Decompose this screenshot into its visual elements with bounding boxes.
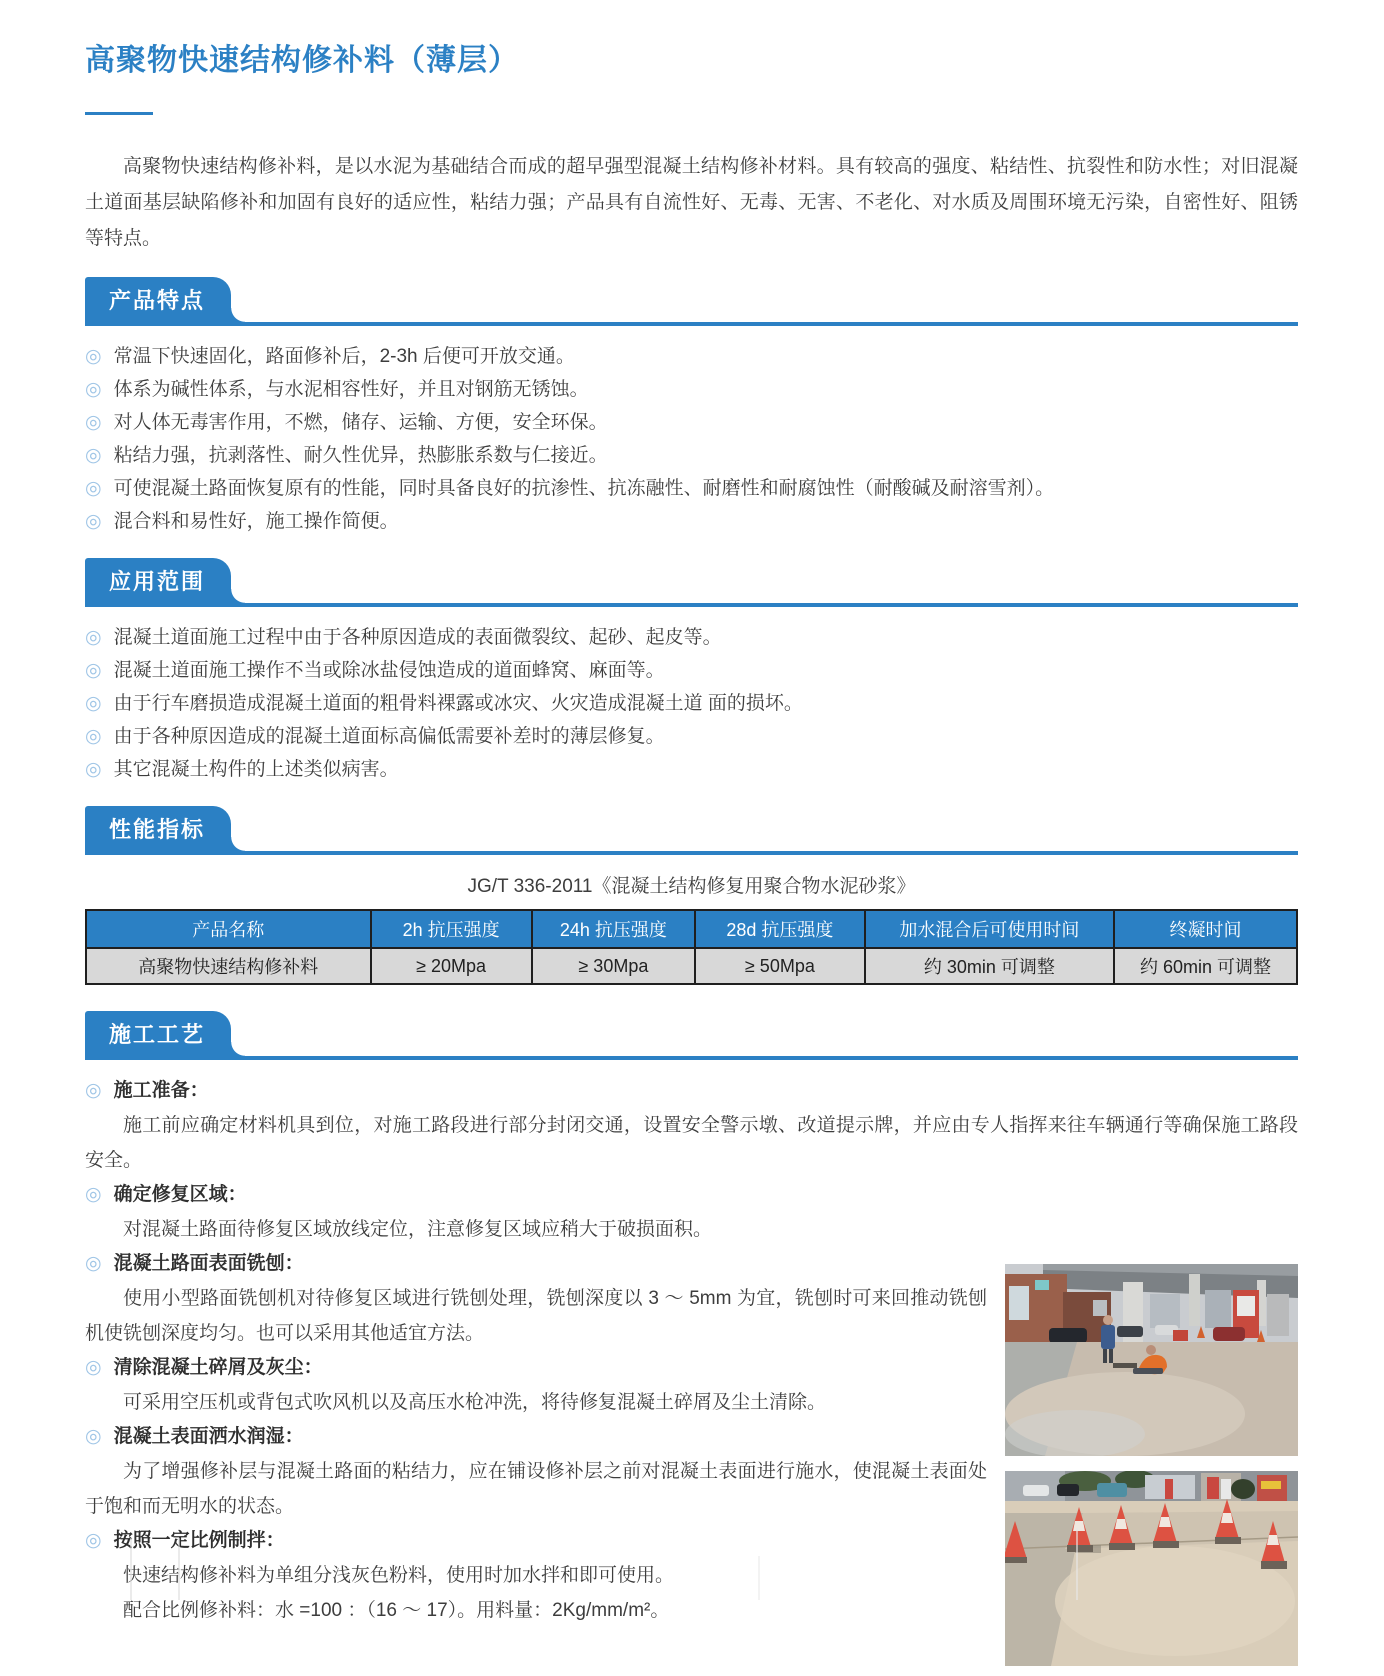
section-tab-applications: 应用范围 <box>85 558 231 603</box>
ring-bullet-icon: ◎ <box>85 1530 102 1552</box>
column-header: 加水混合后可使用时间 <box>865 910 1114 948</box>
column-header: 2h 抗压强度 <box>371 910 532 948</box>
ring-bullet-icon: ◎ <box>85 759 102 781</box>
photo-repair-work-image <box>1005 1264 1298 1456</box>
ring-bullet-icon: ◎ <box>85 1080 102 1102</box>
ring-bullet-icon: ◎ <box>85 660 102 682</box>
section-tab-features: 产品特点 <box>85 277 231 322</box>
list-item-text: 可使混凝土路面恢复原有的性能，同时具备良好的抗渗性、抗冻融性、耐磨性和耐腐蚀性（耐酸碱及耐溶雪剂）。 <box>113 478 1055 500</box>
step-label-text: 混凝土路面表面铣刨： <box>113 1253 304 1275</box>
step-label-text: 混凝土表面洒水润湿： <box>113 1426 304 1448</box>
list-item-text: 体系为碱性体系，与水泥相容性好，并且对钢筋无锈蚀。 <box>113 379 589 401</box>
step-label-text: 施工准备： <box>113 1080 209 1102</box>
section-header-applications <box>85 558 1298 607</box>
watermark-sketch <box>1076 1528 1078 1600</box>
list-item <box>85 753 1298 786</box>
list-item-text: 其它混凝土构件的上述类似病害。 <box>113 759 399 781</box>
standard-reference: JG/T 336-2011《混凝土结构修复用聚合物水泥砂浆》 <box>467 876 916 898</box>
ring-bullet-icon: ◎ <box>85 412 102 434</box>
list-item-text: 常温下快速固化，路面修补后，2-3h 后便可开放交通。 <box>113 346 575 368</box>
step-text: 使用小型路面铣刨机对待修复区域进行铣刨处理，铣刨深度以 3 ～ 5mm 为宜，铣刨时可来回推动铣刨机使铣刨深度均匀。也可以采用其他适宜方法。 <box>85 1288 987 1345</box>
table-cell: ≥ 20Mpa <box>371 948 532 984</box>
list-item-text: 由于各种原因造成的混凝土道面标高偏低需要补差时的薄层修复。 <box>113 726 665 748</box>
page-title: 高聚物快速结构修补料（薄层） <box>85 44 519 78</box>
watermark-sketch <box>758 1556 760 1600</box>
applications-list <box>85 621 1298 786</box>
performance-table <box>85 909 1298 985</box>
process-body <box>85 1074 1298 1628</box>
table-header-row <box>86 910 1297 948</box>
column-header: 产品名称 <box>86 910 371 948</box>
step-label <box>85 1247 987 1281</box>
section-header-features <box>85 277 1298 326</box>
step-label <box>85 1524 987 1558</box>
section-tab-performance: 性能指标 <box>85 806 231 851</box>
column-header: 24h 抗压强度 <box>532 910 695 948</box>
step-text: 可采用空压机或背包式吹风机以及高压水枪冲洗，将待修复混凝土碎屑及尘土清除。 <box>123 1392 827 1414</box>
ring-bullet-icon: ◎ <box>85 379 102 401</box>
step-label <box>85 1074 1298 1108</box>
photo-traffic-cones-image <box>1005 1471 1298 1666</box>
table-cell: ≥ 50Mpa <box>695 948 865 984</box>
section-tab-process: 施工工艺 <box>85 1011 231 1056</box>
step-text: 施工前应确定材料机具到位，对施工路段进行部分封闭交通，设置安全警示墩、改道提示牌，并应由专人指挥来往车辆通行等确保施工路段安全。 <box>85 1115 1298 1172</box>
list-item-text: 由于行车磨损造成混凝土道面的粗骨料裸露或冰灾、火灾造成混凝土道 面的损坏。 <box>113 693 803 715</box>
step-label-text: 按照一定比例制拌： <box>113 1530 285 1552</box>
ring-bullet-icon: ◎ <box>85 726 102 748</box>
section-header-process <box>85 1011 1298 1060</box>
photo-column <box>1005 1264 1298 1666</box>
ring-bullet-icon: ◎ <box>85 627 102 649</box>
list-item <box>85 505 1298 538</box>
ring-bullet-icon: ◎ <box>85 346 102 368</box>
title-underline <box>85 112 153 115</box>
step-text: 配合比例修补料：水 =100 ：（16 ～ 17）。用料量：2Kg/mm/m²。 <box>123 1600 670 1622</box>
section-header-performance <box>85 806 1298 855</box>
ring-bullet-icon: ◎ <box>85 511 102 533</box>
table-cell: 约 60min 可调整 <box>1114 948 1297 984</box>
step-text: 为了增强修补层与混凝土路面的粘结力，应在铺设修补层之前对混凝土表面进行施水，使混凝土表面处于饱和而无明水的状态。 <box>85 1461 987 1518</box>
ring-bullet-icon: ◎ <box>85 445 102 467</box>
list-item <box>85 621 1298 654</box>
step-text: 快速结构修补料为单组分浅灰色粉料，使用时加水拌和即可使用。 <box>123 1565 675 1587</box>
list-item-text: 混凝土道面施工过程中由于各种原因造成的表面微裂纹、起砂、起皮等。 <box>113 627 722 649</box>
step-label <box>85 1351 987 1385</box>
step-label-text: 确定修复区域： <box>113 1184 247 1206</box>
ring-bullet-icon: ◎ <box>85 1253 102 1275</box>
list-item <box>85 439 1298 472</box>
table-row <box>86 948 1297 984</box>
list-item <box>85 340 1298 373</box>
column-header: 终凝时间 <box>1114 910 1297 948</box>
intro-paragraph: 高聚物快速结构修补料，是以水泥为基础结合而成的超早强型混凝土结构修补材料。具有较高的强度、粘结性、抗裂性和防水性；对旧混凝土道面基层缺陷修补和加固有良好的适应性，粘结力强；产品具有自流性好、无毒、无害、不老化、对水质及周围环境无污染，自密性好、阻锈等特点。 <box>85 156 1298 250</box>
table-cell: 高聚物快速结构修补料 <box>86 948 371 984</box>
ring-bullet-icon: ◎ <box>85 1426 102 1448</box>
ring-bullet-icon: ◎ <box>85 1184 102 1206</box>
watermark-sketch <box>130 1538 180 1600</box>
step-label <box>85 1178 987 1212</box>
list-item-text: 混凝土道面施工操作不当或除冰盐侵蚀造成的道面蜂窝、麻面等。 <box>113 660 665 682</box>
step-label <box>85 1420 987 1454</box>
step-text: 对混凝土路面待修复区域放线定位，注意修复区域应稍大于破损面积。 <box>123 1219 713 1241</box>
list-item <box>85 373 1298 406</box>
list-item <box>85 654 1298 687</box>
list-item-text: 对人体无毒害作用，不燃，储存、运输、方便，安全环保。 <box>113 412 608 434</box>
list-item-text: 粘结力强，抗剥落性、耐久性优异，热膨胀系数与仁接近。 <box>113 445 608 467</box>
column-header: 28d 抗压强度 <box>695 910 865 948</box>
list-item <box>85 687 1298 720</box>
step-label-text: 清除混凝土碎屑及灰尘： <box>113 1357 323 1379</box>
table-cell: 约 30min 可调整 <box>865 948 1114 984</box>
list-item <box>85 406 1298 439</box>
ring-bullet-icon: ◎ <box>85 1357 102 1379</box>
features-list <box>85 340 1298 538</box>
ring-bullet-icon: ◎ <box>85 693 102 715</box>
list-item <box>85 472 1298 505</box>
ring-bullet-icon: ◎ <box>85 478 102 500</box>
list-item-text: 混合料和易性好，施工操作简便。 <box>113 511 399 533</box>
list-item <box>85 720 1298 753</box>
table-cell: ≥ 30Mpa <box>532 948 695 984</box>
